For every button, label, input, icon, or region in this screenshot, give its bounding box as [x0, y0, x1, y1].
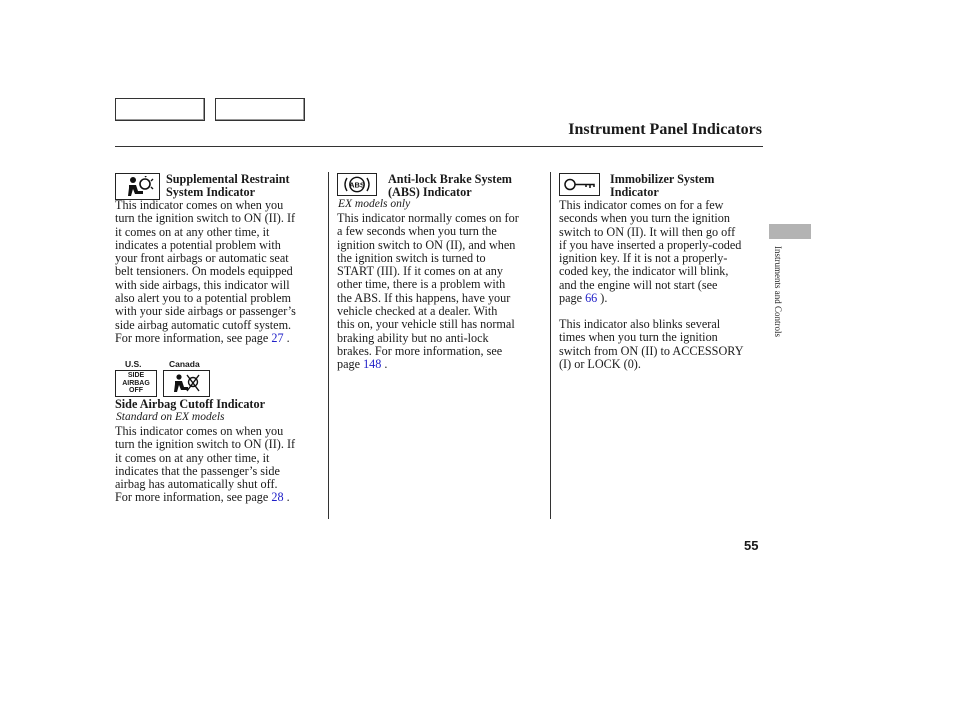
side-airbag-body	[115, 425, 295, 505]
page-number: 55	[744, 538, 759, 553]
side-airbag-off-icon-line: OFF	[129, 387, 143, 395]
column-divider	[328, 172, 329, 519]
abs-body-line: a few seconds when you turn the	[337, 224, 497, 239]
abs-page-link[interactable]: 148	[363, 357, 382, 372]
passenger-airbag-off-icon	[163, 370, 210, 397]
srs-ref-line	[115, 332, 296, 345]
canada-label: Canada	[169, 359, 200, 369]
immobilizer-body-line: This indicator comes on for a few	[559, 198, 724, 212]
abs-body-line: the ABS. If this happens, have your	[337, 290, 511, 305]
nav-box-right[interactable]	[215, 98, 305, 121]
immobilizer-body-line: seconds when you turn the ignition	[559, 211, 730, 226]
immobilizer-body-line: switch to ON (II). It will then go off	[559, 224, 736, 239]
immobilizer-ref-line	[559, 292, 741, 305]
title-rule	[115, 146, 763, 147]
abs-body-line: vehicle checked at a dealer. With	[337, 304, 498, 319]
side-airbag-ref-line	[115, 491, 295, 504]
abs-ref-end: .	[384, 357, 388, 372]
immobilizer-body-line: and the engine will not start (see	[559, 277, 718, 292]
side-airbag-off-icon	[115, 370, 157, 397]
abs-icon	[337, 173, 377, 196]
us-label: U.S.	[125, 359, 142, 369]
srs-body-line: it comes on at any other time, it	[115, 224, 270, 239]
side-airbag-body-line: airbag has automatically shut off.	[115, 477, 278, 492]
abs-body-line: brakes. For more information, see	[337, 343, 503, 358]
srs-body-line: with side airbags, this indicator will	[115, 277, 290, 292]
abs-body-line: This indicator normally comes on for	[337, 211, 519, 225]
side-airbag-body-line: it comes on at any other time, it	[115, 450, 270, 465]
section-tab[interactable]	[769, 224, 811, 239]
immobilizer-body-line: coded key, the indicator will blink,	[559, 264, 729, 279]
immobilizer-ref-end: ).	[600, 291, 608, 306]
immobilizer-heading-line: Indicator	[610, 185, 659, 200]
srs-body	[115, 199, 296, 345]
abs-body-line: the ignition switch is turned to	[337, 250, 486, 265]
abs-body-line: START (III). If it comes on at any	[337, 264, 503, 279]
side-airbag-ref-end: .	[286, 490, 290, 505]
srs-body-line: side airbag automatic cutoff system.	[115, 317, 292, 332]
abs-heading-line: Anti-lock Brake System	[388, 172, 512, 186]
srs-ref-text: For more information, see page	[115, 330, 269, 345]
side-airbag-body-line: turn the ignition switch to ON (II). If	[115, 437, 296, 452]
immobilizer-body-line: if you have inserted a properly-coded	[559, 237, 742, 252]
abs-body	[337, 212, 519, 372]
abs-body-line: this on, your vehicle still has normal	[337, 317, 515, 332]
srs-heading-line: Supplemental Restraint	[166, 172, 290, 186]
abs-heading-line: (ABS) Indicator	[388, 185, 472, 200]
immobilizer-heading	[610, 173, 714, 199]
abs-body-line: other time, there is a problem with	[337, 277, 506, 292]
immobilizer-ref-text: page	[559, 291, 583, 306]
immobilizer-page-link[interactable]: 66	[585, 291, 598, 306]
abs-body-line: braking ability but no anti-lock	[337, 330, 489, 345]
srs-body-line: turn the ignition switch to ON (II). If	[115, 211, 296, 226]
immobilizer-body	[559, 199, 741, 305]
srs-body-line: belt tensioners. On models equipped	[115, 264, 293, 279]
side-airbag-heading: Side Airbag Cutoff Indicator	[115, 397, 265, 411]
side-airbag-body-line: indicates that the passenger’s side	[115, 463, 280, 478]
immobilizer-body2-line: switch from ON (II) to ACCESSORY	[559, 343, 744, 358]
immobilizer-body2-line: times when you turn the ignition	[559, 330, 718, 345]
srs-body-line: indicates a potential problem with	[115, 237, 281, 252]
side-airbag-off-icon-line: AIRBAG	[122, 379, 150, 387]
abs-icon-text: ABS	[349, 180, 365, 190]
abs-note: EX models only	[338, 198, 411, 210]
side-airbag-off-icon-line: SIDE	[127, 372, 145, 380]
srs-heading	[166, 173, 290, 199]
srs-body-line: also alert you to a potential problem	[115, 291, 291, 306]
abs-ref-line	[337, 358, 519, 371]
side-airbag-page-link[interactable]: 28	[271, 490, 284, 505]
srs-body-line: your front airbags or automatic seat	[115, 251, 289, 266]
side-airbag-ref-text: For more information, see page	[115, 490, 269, 505]
immobilizer-body2-line: (I) or LOCK (0).	[559, 356, 641, 371]
side-airbag-note: Standard on EX models	[116, 411, 225, 423]
immobilizer-body-line: ignition key. If it is not a properly-	[559, 251, 728, 266]
srs-heading-line: System Indicator	[166, 185, 256, 200]
immobilizer-body-2	[559, 318, 744, 371]
immobilizer-body2-line: This indicator also blinks several	[559, 317, 721, 331]
abs-body-line: ignition switch to ON (II), and when	[337, 237, 516, 252]
srs-body-line: with your side airbags or passenger’s	[115, 304, 296, 319]
section-tab-label: Instruments and Controls	[773, 246, 783, 337]
airbag-person-icon	[115, 173, 160, 200]
page-title: Instrument Panel Indicators	[568, 121, 762, 138]
srs-body-line: This indicator comes on when you	[115, 198, 284, 212]
column-divider	[550, 172, 551, 519]
srs-ref-end: .	[286, 330, 290, 345]
key-icon	[559, 173, 600, 196]
immobilizer-heading-line: Immobilizer System	[610, 172, 715, 186]
side-airbag-body-line: This indicator comes on when you	[115, 424, 284, 438]
srs-page-link[interactable]: 27	[271, 330, 284, 345]
nav-box-left[interactable]	[115, 98, 205, 121]
abs-ref-text: page	[337, 357, 361, 372]
abs-heading	[388, 173, 512, 199]
